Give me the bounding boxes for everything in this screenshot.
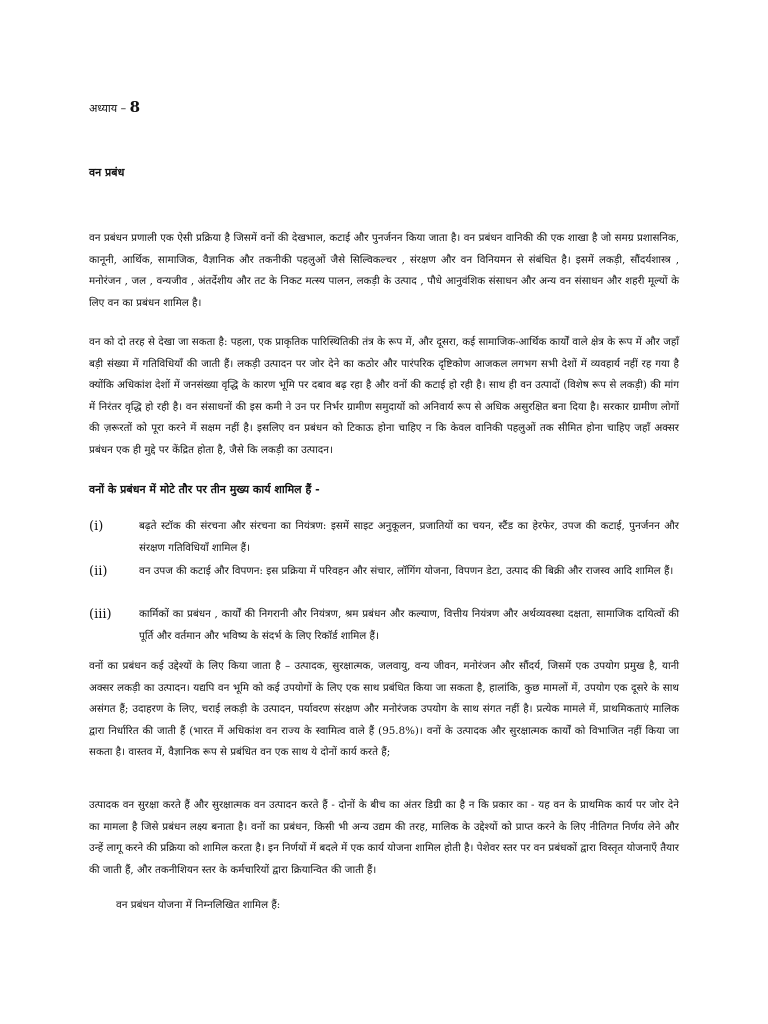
list-marker: (iii) <box>89 607 112 622</box>
chapter-label: अध्याय – <box>89 102 127 115</box>
list-item-text: बढ़ते स्टॉक की संरचना और संरचना का नियंत्रण: इसमें साइट अनुकूलन, प्रजातियों का चयन, स्टैंड का हेरफेर, उपज की कटाई, पुनर्जनन और संरक्षण गतिविधियाँ शामिल हैं। <box>139 520 679 554</box>
list-item <box>89 561 679 583</box>
paragraph-forest-views: वन को दो तरह से देखा जा सकता है: पहला, एक प्राकृतिक पारिस्थितिकी तंत्र के रूप में, और दूसरा, कई सामाजिक-आर्थिक कार्यों वाले क्षेत्र के रूप में और जहाँ बड़ी संख्या में गतिविधियाँ की जाती हैं। लकड़ी उत्पादन पर जोर देने का कठोर और पारंपरिक दृष्टिकोण आजकल लगभग सभी देशों में व्यवहार्य नहीं रह गया है क्योंकि अधिकांश देशों में जनसंख्या वृद्धि के कारण भूमि पर दबाव बढ़ रहा है और वनों की कटाई हो रही है। साथ ही वन उत्पादों (विशेष रूप से लकड़ी) की मांग में निरंतर वृद्धि हो रही है। वन संसाधनों की इस कमी ने उन पर निर्भर ग्रामीण समुदायों को अनिवार्य रूप से अधिक असुरक्षित बना दिया है। सरकार ग्रामीण लोगों की ज़रूरतों को पूरा करने में सक्षम नहीं है। इसलिए वन प्रबंधन को टिकाऊ होना चाहिए न कि केवल वानिकी पहलुओं तक सीमित होना चाहिए जहाँ अक्सर प्रबंधन एक ही मुद्दे पर केंद्रित होता है, जैसे कि लकड़ी का उत्पादन। <box>89 336 679 456</box>
paragraph-productive-protective: उत्पादक वन सुरक्षा करते हैं और सुरक्षात्मक वन उत्पादन करते हैं - दोनों के बीच का अंतर डिग्री का है न कि प्रकार का - यह वन के प्राथमिक कार्य पर जोर देने का मामला है जिसे प्रबंधन लक्ष्य बनाता है। वनों का प्रबंधन, किसी भी अन्य उद्यम की तरह, मालिक के उद्देश्यों को प्राप्त करने के लिए नीतिगत निर्णय लेने और उन्हें लागू करने की प्रक्रिया को शामिल करता है। इन निर्णयों में बदले में एक कार्य योजना शामिल होती है। पेशेवर स्तर पर वन प्रबंधकों द्वारा विस्तृत योजनाएँ तैयार की जाती हैं, और तकनीशियन स्तर के कर्मचारियों द्वारा क्रियान्वित की जाती हैं। <box>89 799 679 876</box>
list-lead: वनों के प्रबंधन में मोटे तौर पर तीन मुख्य कार्य शामिल हैं - <box>89 483 320 496</box>
paragraph-objectives: वनों का प्रबंधन कई उद्देश्यों के लिए किया जाता है – उत्पादक, सुरक्षात्मक, जलवायु, वन्य जीवन, मनोरंजन और सौंदर्य, जिसमें एक उपयोग प्रमुख है, यानी अक्सर लकड़ी का उत्पादन। यद्यपि वन भूमि को कई उपयोगों के लिए एक साथ प्रबंधित किया जा सकता है, हालांकि, कुछ मामलों में, उपयोग एक दूसरे के साथ असंगत हैं; उदाहरण के लिए, चराई लकड़ी के उत्पादन, पर्यावरण संरक्षण और मनोरंजक उपयोग के साथ संगत नहीं है। प्रत्येक मामले में, प्राथमिकताएं मालिक द्वारा निर्धारित की जाती हैं (भारत में अधिकांश वन राज्य के स्वामित्व वाले हैं (95.8%)। वनों के उत्पादक और सुरक्षात्मक कार्यों को विभाजित नहीं किया जा सकता है। वास्तव में, वैज्ञानिक रूप से प्रबंधित वन एक साथ ये दोनों कार्य करते हैं; <box>89 660 679 758</box>
chapter-heading <box>89 98 140 116</box>
list-item-text: कार्मिकों का प्रबंधन , कार्यों की निगरानी और नियंत्रण, श्रम प्रबंधन और कल्याण, वित्तीय नियंत्रण और अर्थव्यवस्था दक्षता, सामाजिक दायित्वों की पूर्ति और वर्तमान और भविष्य के संदर्भ के लिए रिकॉर्ड शामिल हैं। <box>139 608 679 642</box>
closing-line: वन प्रबंधन योजना में निम्नलिखित शामिल हैं: <box>116 899 281 911</box>
list-item <box>89 516 679 559</box>
list-marker: (i) <box>89 519 104 534</box>
list-item-text: वन उपज की कटाई और विपणन: इस प्रक्रिया में परिवहन और संचार, लॉगिंग योजना, विपणन डेटा, उत्पाद की बिक्री और राजस्व आदि शामिल हैं। <box>139 565 674 577</box>
list-item <box>89 604 679 647</box>
list-marker: (ii) <box>89 564 108 579</box>
page-title: वन प्रबंध <box>89 166 125 179</box>
paragraph-intro: वन प्रबंधन प्रणाली एक ऐसी प्रक्रिया है जिसमें वनों की देखभाल, कटाई और पुनर्जनन किया जाता है। वन प्रबंधन वानिकी की एक शाखा है जो समग्र प्रशासनिक, कानूनी, आर्थिक, सामाजिक, वैज्ञानिक और तकनीकी पहलुओं जैसे सिल्विकल्चर , संरक्षण और वन विनियमन से संबंधित है। इसमें लकड़ी, सौंदर्यशास्त्र , मनोरंजन , जल , वन्यजीव , अंतर्देशीय और तट के निकट मत्स्य पालन, लकड़ी के उत्पाद , पौधे आनुवंशिक संसाधन और अन्य वन संसाधन और शहरी मूल्यों के लिए वन का प्रबंधन शामिल है। <box>89 232 679 309</box>
chapter-number: 8 <box>129 98 141 116</box>
